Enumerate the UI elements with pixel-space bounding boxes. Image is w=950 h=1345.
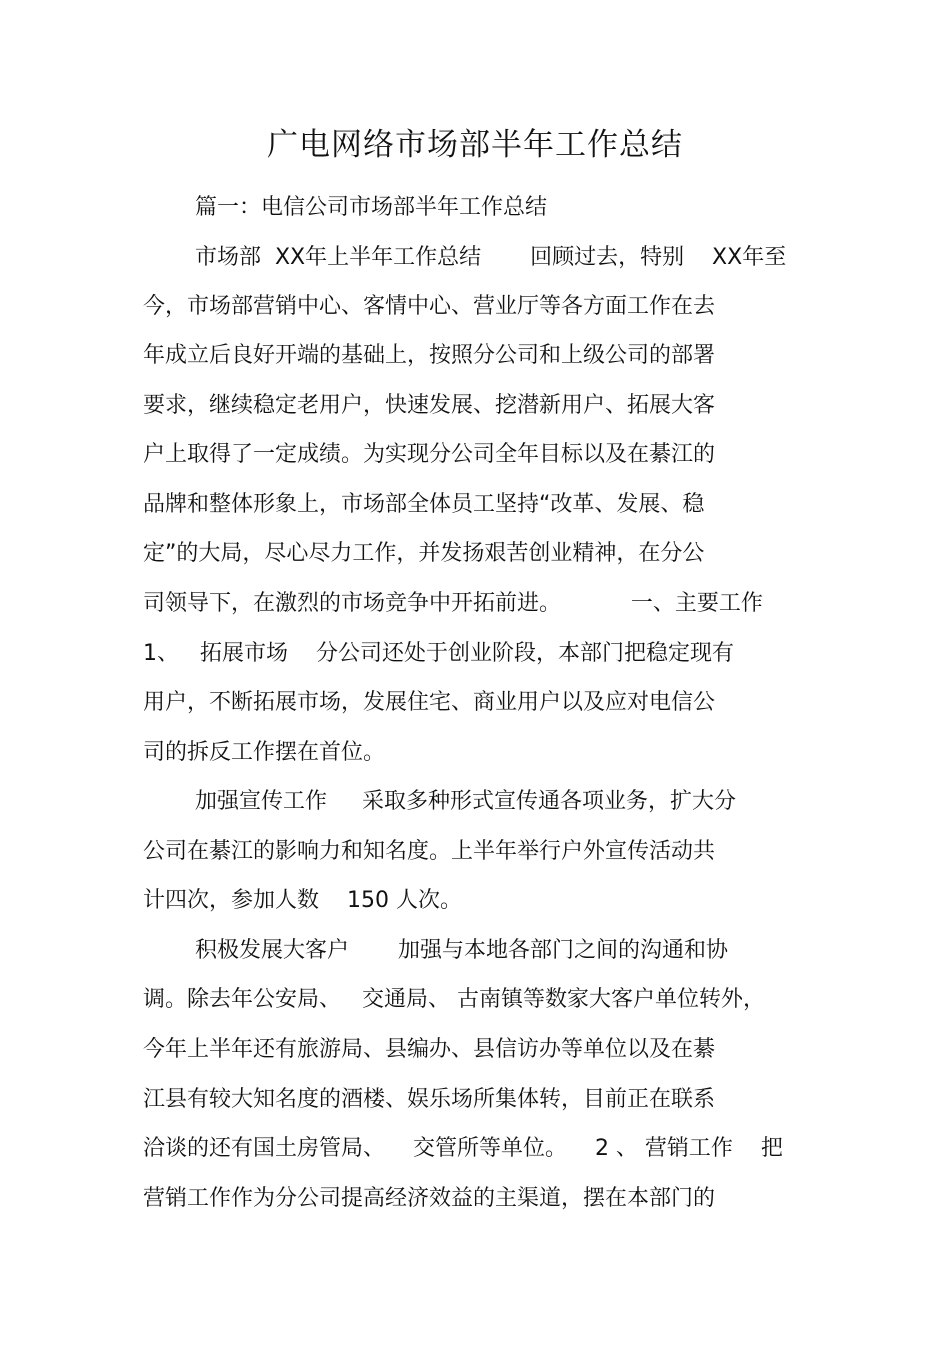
document-title: 广电网络市场部半年工作总结 — [267, 127, 683, 163]
body-line-8: 定”的大局，尽心尽力工作，并发扬艰苦创业精神，在分公 — [143, 541, 705, 566]
body-line-20: 洽谈的还有国土房管局、 交管所等单位。 2 、 营销工作 把 — [143, 1136, 783, 1161]
body-line-13: 加强宣传工作 采取多种形式宣传通各项业务，扩大分 — [195, 789, 736, 814]
body-line-12: 司的拆反工作摆在首位。 — [143, 740, 386, 765]
body-line-5: 要求，继续稳定老用户，快速发展、挖潜新用户、拓展大客 — [143, 393, 716, 418]
body-line-14: 公司在綦江的影响力和知名度。上半年举行户外宣传活动共 — [143, 839, 716, 864]
body-line-17: 调。除去年公安局、 交通局、 古南镇等数家大客户单位转外， — [143, 987, 765, 1012]
body-line-10: 1、 拓展市场 分公司还处于创业阶段，本部门把稳定现有 — [143, 641, 734, 666]
body-line-2: 市场部 XX年上半年工作总结 回顾过去，特别 XX年至 — [195, 245, 787, 270]
body-line-4: 年成立后良好开端的基础上，按照分公司和上级公司的部署 — [143, 343, 716, 368]
body-line-18: 今年上半年还有旅游局、县编办、县信访办等单位以及在綦 — [143, 1037, 716, 1062]
body-line-9: 司领导下，在激烈的市场竞争中开拓前进。 一、主要工作 — [143, 591, 763, 616]
body-line-19: 江县有较大知名度的酒楼、娱乐场所集体转，目前正在联系 — [143, 1087, 716, 1112]
body-line-6: 户上取得了一定成绩。为实现分公司全年目标以及在綦江的 — [143, 442, 716, 467]
body-line-15: 计四次，参加人数 150 人次。 — [143, 888, 462, 913]
body-line-11: 用户，不断拓展市场，发展住宅、商业用户以及应对电信公 — [143, 690, 716, 715]
body-line-7: 品牌和整体形象上，市场部全体员工坚持“改革、发展、稳 — [143, 492, 705, 517]
body-line-16: 积极发展大客户 加强与本地各部门之间的沟通和协 — [195, 938, 728, 963]
body-line-21: 营销工作作为分公司提高经济效益的主渠道，摆在本部门的 — [143, 1186, 716, 1211]
body-line-1: 篇一：电信公司市场部半年工作总结 — [195, 195, 548, 220]
body-line-3: 今，市场部营销中心、客情中心、营业厅等各方面工作在去 — [143, 294, 716, 319]
